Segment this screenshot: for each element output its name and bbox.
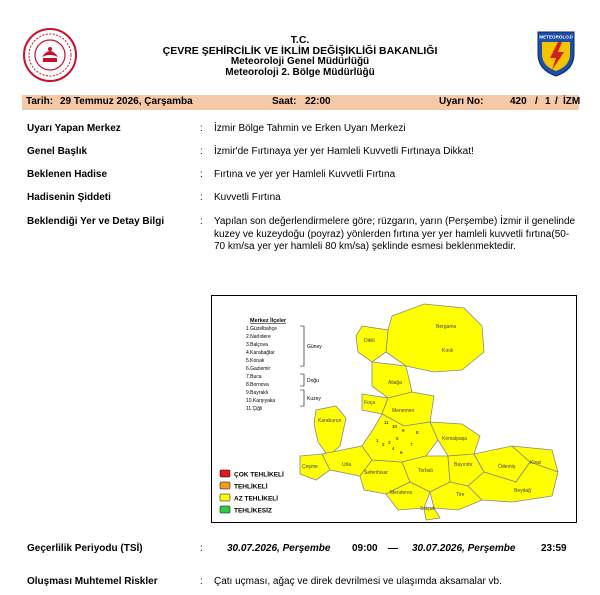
district-label: Bergama (436, 324, 457, 330)
risks-value: Çatı uçması, ağaç ve direk devrilmesi ve ulaşımda aksamalar vb. (214, 576, 502, 587)
center-district-item: 11.Çiğli (246, 406, 263, 412)
center-district-number: 9 (402, 428, 405, 433)
legend-swatch-low-danger (220, 494, 230, 501)
district-label: Menemen (392, 408, 415, 414)
center-district-item: 6.Gaziemir (246, 366, 271, 372)
field-colon: : (200, 216, 203, 227)
warning-subnumber: 1 (545, 96, 551, 107)
district-label: Tire (456, 492, 465, 498)
warning-map (211, 295, 577, 523)
field-colon: : (200, 192, 203, 203)
district-label: Foça (364, 400, 376, 406)
directorate-name: Meteoroloji Genel Müdürlüğü (230, 56, 370, 67)
field-value-severity: Kuvvetli Fırtına (214, 192, 281, 203)
field-value-title: İzmir'de Fırtınaya yer yer Hamleli Kuvvetli Fırtınaya Dikkat! (214, 146, 474, 157)
district-label: Urla (342, 462, 352, 468)
district-label: Aliağa (388, 380, 402, 386)
warning-region-code: İZM (563, 96, 581, 107)
regional-directorate-name: Meteoroloji 2. Bölge Müdürlüğü (225, 67, 375, 78)
district-label: Kınık (442, 348, 454, 354)
legend-swatch-safe (220, 506, 230, 513)
legend-label-low-danger: AZ TEHLİKELİ (234, 495, 279, 503)
center-district-item: 10.Karşıyaka (246, 398, 276, 404)
district-group-east: Doğu (307, 378, 319, 384)
validity-label: Geçerlilik Periyodu (TSİ) (27, 543, 143, 554)
district-label: Çeşme (302, 464, 318, 470)
district-group-north: Kuzey (307, 396, 321, 402)
warning-info-bar (22, 95, 579, 110)
center-district-item: 7.Buca (246, 374, 262, 380)
meteorology-shield-icon (536, 30, 576, 78)
center-districts-title: Merkez İlçeler (250, 318, 287, 324)
field-colon: : (200, 169, 203, 180)
ministry-seal-icon (22, 27, 78, 83)
center-district-item: 9.Bayraklı (246, 390, 269, 396)
field-value-center: İzmir Bölge Tahmin ve Erken Uyarı Merkezi (214, 123, 406, 134)
field-label-detail: Beklendiği Yer ve Detay Bilgi (27, 216, 165, 227)
center-district-item: 1.Güzelbahçe (246, 326, 277, 332)
center-district-item: 4.Karabağlar (246, 350, 275, 356)
validity-end-time: 23:59 (541, 543, 567, 554)
center-district-item: 5.Konak (246, 358, 265, 364)
meteorology-logo-text: METEOROLOJİ (539, 34, 573, 40)
center-district-item: 2.Narlıdere (246, 334, 271, 340)
center-district-item: 3.Balçova (246, 342, 268, 348)
district-group-south: Güney (307, 344, 322, 350)
center-district-number: 8 (416, 430, 419, 435)
district-label: Seferihisar (364, 470, 388, 476)
center-district-number: 4 (392, 446, 395, 451)
district-label: Selçuk (420, 506, 436, 512)
center-district-number: 11 (384, 420, 389, 425)
center-district-number: 1 (376, 438, 379, 443)
field-label-severity: Hadisenin Şiddeti (27, 192, 111, 203)
district-label: Beydağ (514, 488, 531, 494)
legend-swatch-dangerous (220, 482, 230, 489)
center-district-item: 8.Bornova (246, 382, 269, 388)
time-value: 22:00 (305, 96, 331, 107)
district-label: Dikili (364, 338, 375, 344)
field-label-event: Beklenen Hadise (27, 169, 108, 180)
warning-number-label: Uyarı No: (439, 96, 484, 107)
legend-label-safe: TEHLİKESİZ (234, 507, 272, 515)
warning-number: 420 (510, 96, 527, 107)
legend-swatch-very-dangerous (220, 470, 230, 477)
district-label: Bayındır (454, 462, 473, 468)
field-value-event: Fırtına ve yer yer Hamleli Kuvvetli Fırtına (214, 169, 396, 180)
risks-label: Oluşması Muhtemel Riskler (27, 576, 158, 587)
validity-colon: : (200, 543, 203, 554)
validity-start-date: 30.07.2026, Perşembe (227, 543, 331, 554)
field-label-title: Genel Başlık (27, 146, 88, 157)
center-district-number: 7 (410, 442, 413, 447)
district-label: Karaburun (318, 418, 342, 424)
izmir-district-map (212, 296, 577, 523)
district-label: Menderes (390, 490, 413, 496)
validity-start-time: 09:00 (352, 543, 378, 554)
time-label: Saat: (272, 96, 297, 107)
district-label: Ödemiş (498, 464, 516, 470)
legend-label-very-dangerous: ÇOK TEHLİKELİ (234, 471, 284, 479)
center-district-number: 3 (388, 440, 391, 445)
center-district-number: 5 (396, 436, 399, 441)
date-value: 29 Temmuz 2026, Çarşamba (60, 96, 193, 107)
district-label: Torbalı (418, 468, 434, 474)
ministry-name: ÇEVRE ŞEHİRCİLİK VE İKLİM DEĞİŞİKLİĞİ BAKANLIĞI (162, 45, 438, 57)
warning-separator: / (555, 96, 558, 107)
field-label-center: Uyarı Yapan Merkez (27, 123, 121, 134)
center-district-number: 2 (382, 442, 385, 447)
document-header (0, 0, 600, 90)
date-label: Tarih: (26, 96, 54, 107)
header-line-1: T.C. (290, 34, 310, 46)
field-value-detail: Yapılan son değerlendirmelere göre; rüzgarın, yarın (Perşembe) İzmir il genelinde kuzey ve kuzeydoğu (poyraz) yönlerden fırtına yer yer hamleli kuvvetli fırtına(50-70 km/sa yer yer hamleli 80 km/sa) şeklinde esmesi beklenmektedir. (214, 216, 576, 252)
validity-dash: — (388, 543, 398, 554)
center-district-number: 6 (400, 450, 403, 455)
center-district-number: 10 (392, 424, 398, 429)
district-label: Kiraz (530, 460, 542, 466)
field-colon: : (200, 146, 203, 157)
district-label: Kemalpaşa (442, 436, 468, 442)
field-colon: : (200, 123, 203, 134)
warning-separator: / (535, 96, 538, 107)
legend-label-dangerous: TEHLİKELİ (234, 483, 268, 491)
risks-colon: : (200, 576, 203, 587)
validity-end-date: 30.07.2026, Perşembe (412, 543, 516, 554)
